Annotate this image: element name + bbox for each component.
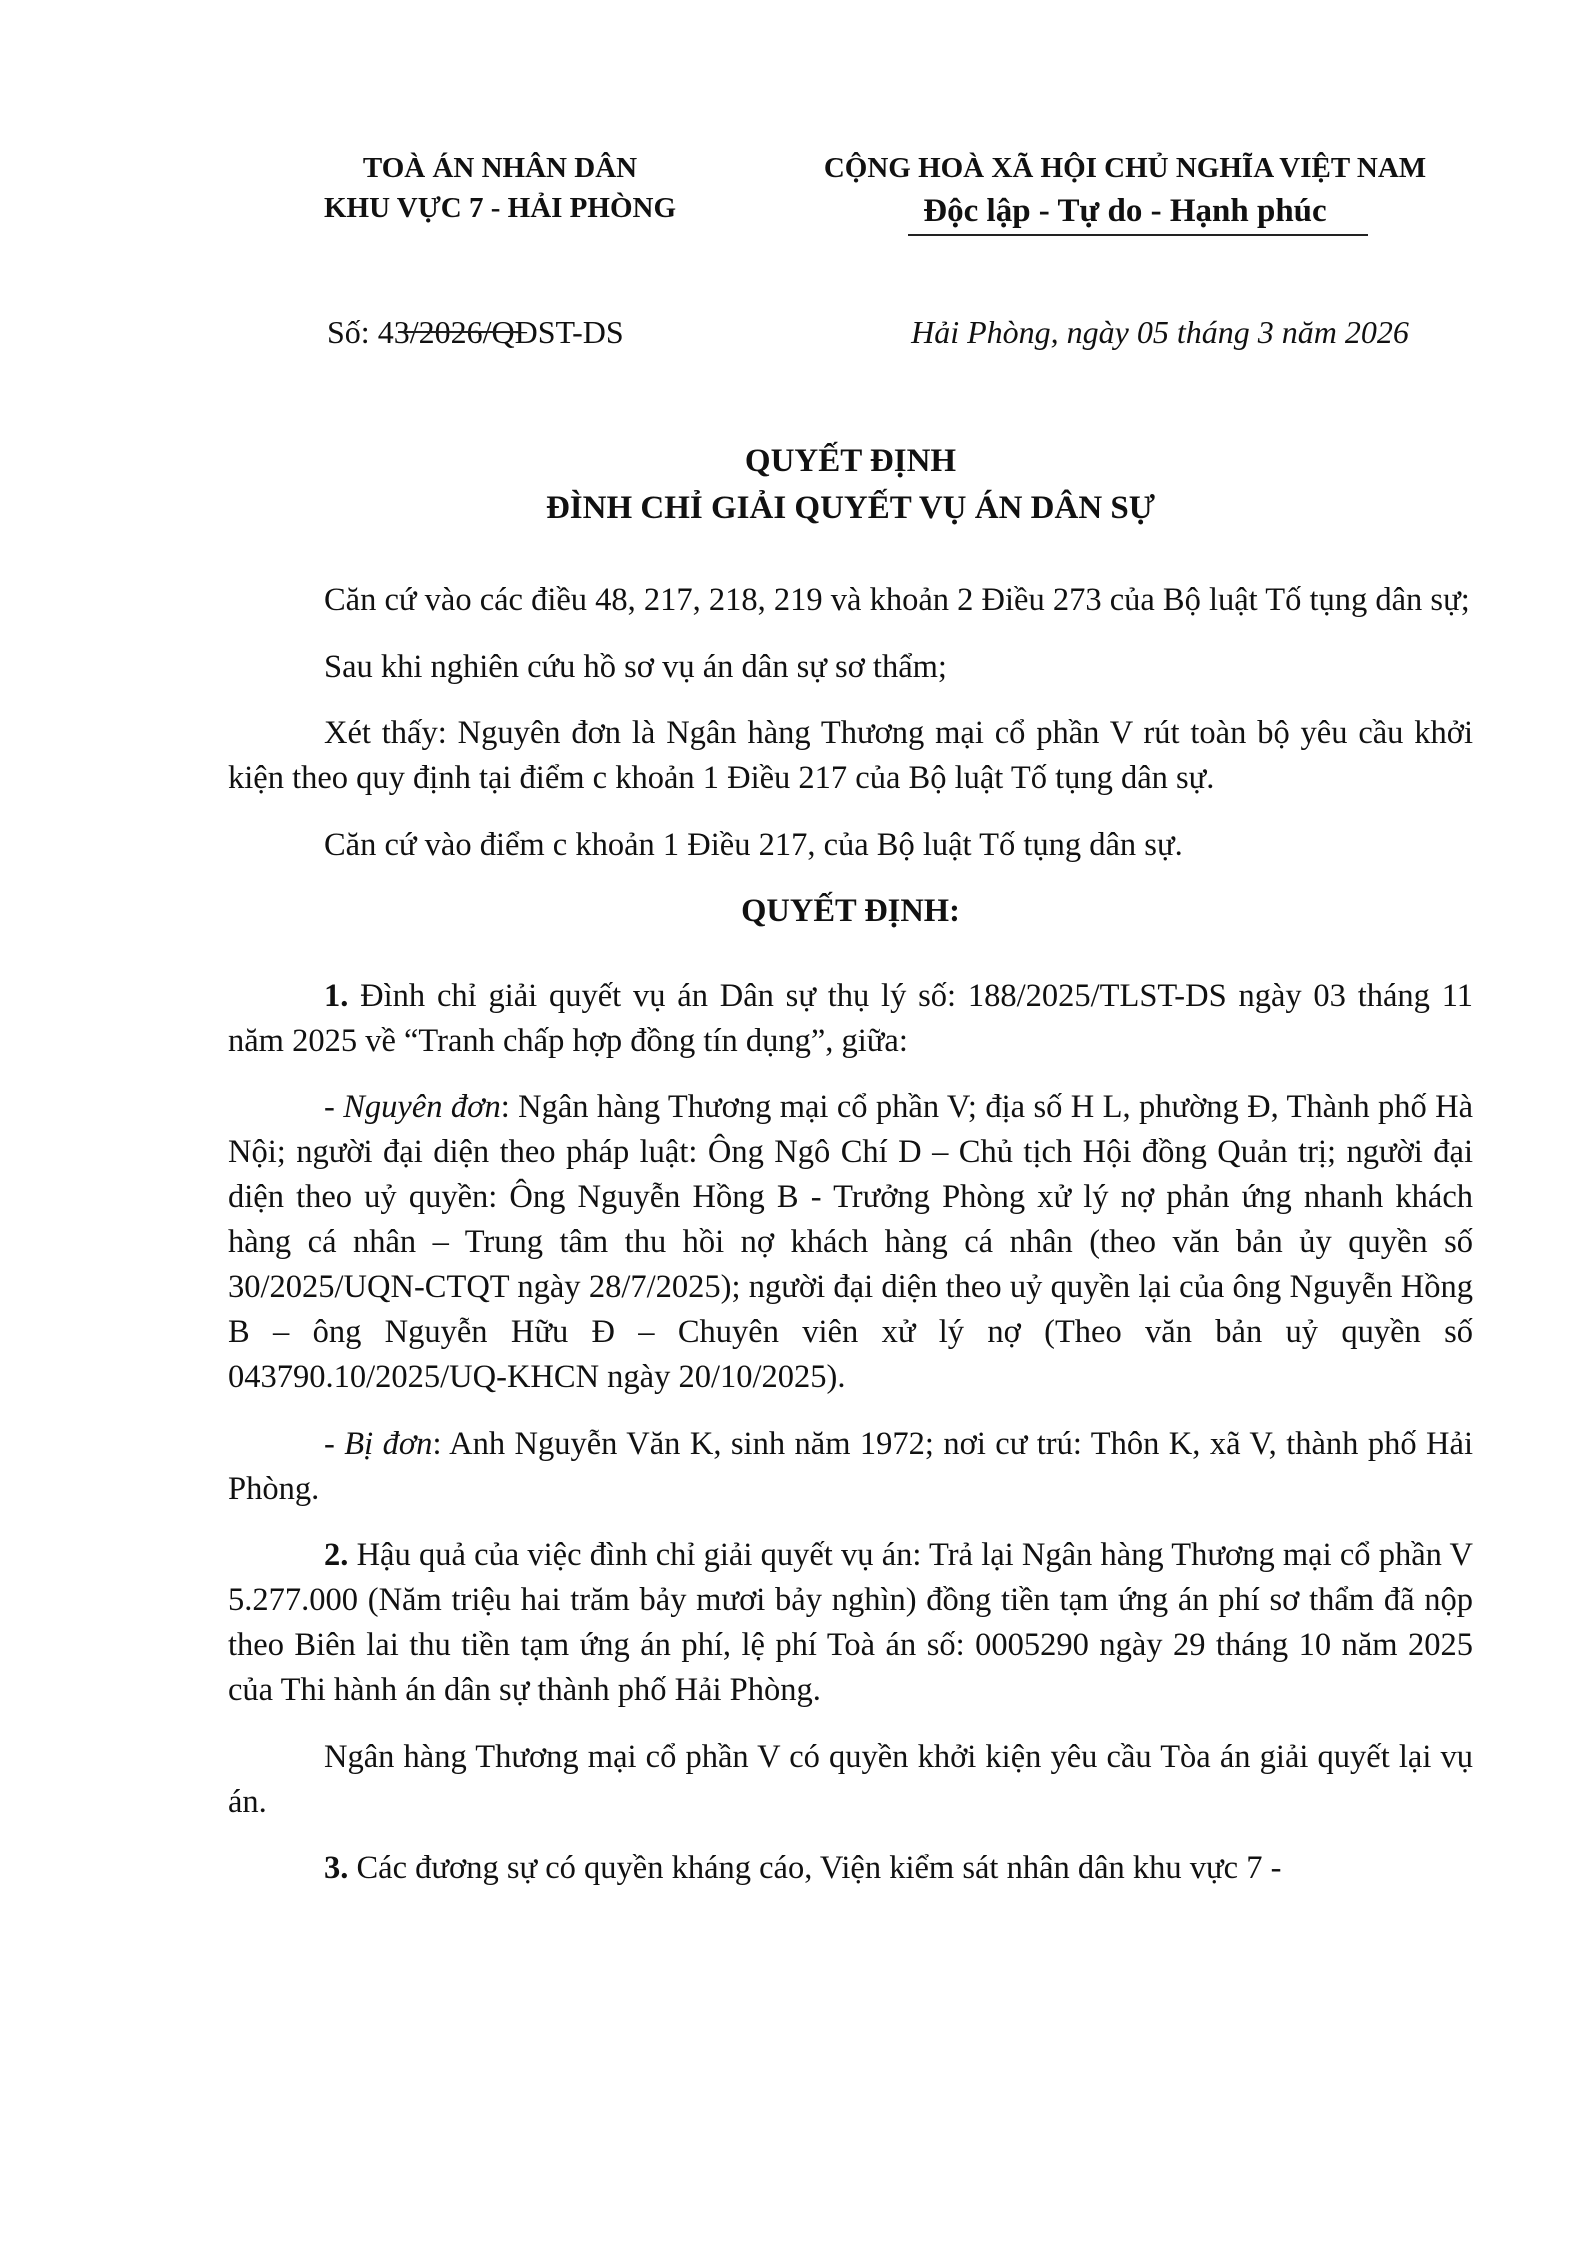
defendant-paragraph	[228, 1422, 1473, 1512]
decision-item-1	[228, 974, 1473, 1064]
title-line-2: ĐÌNH CHỈ GIẢI QUYẾT VỤ ÁN DÂN SỰ	[545, 490, 1156, 526]
item-number: 1.	[324, 978, 349, 1014]
preamble-paragraph: Căn cứ vào điểm c khoản 1 Điều 217, của Bộ luật Tố tụng dân sự.	[324, 826, 1183, 863]
decision-item-2	[228, 1533, 1473, 1713]
defendant-details: : Anh Nguyễn Văn K, sinh năm 1972; nơi cư trú: Thôn K, xã V, thành phố Hải Phòng.	[228, 1425, 1473, 1507]
list-dash: -	[324, 1425, 345, 1462]
item-text: Hậu quả của việc đình chỉ giải quyết vụ án: Trả lại Ngân hàng Thương mại cổ phần V 5.277.000 (Năm triệu hai trăm bảy mươi bảy nghìn) đồng tiền tạm ứng án phí sơ thẩm đã nộp theo Biên lai thu tiền tạm ứng án phí, lệ phí Toà án số: 0005290 ngày 29 tháng 10 năm 2025 của Thi hành án dân sự thành phố Hải Phòng.	[228, 1537, 1473, 1708]
court-region: KHU VỰC 7 - HẢI PHÒNG	[323, 192, 677, 224]
list-dash: -	[324, 1089, 344, 1125]
preamble-paragraph: Xét thấy: Nguyên đơn là Ngân hàng Thương mại cổ phần V rút toàn bộ yêu cầu khởi kiện theo quy định tại điểm c khoản 1 Điều 217 của Bộ luật Tố tụng dân sự.	[228, 715, 1473, 796]
national-header	[770, 148, 1480, 234]
item-text: Đình chỉ giải quyết vụ án Dân sự thụ lý số: 188/2025/TLST-DS ngày 03 tháng 11 năm 2025 về “Tranh chấp hợp đồng tín dụng”, giữa:	[228, 978, 1473, 1059]
preamble-paragraph: Căn cứ vào các điều 48, 217, 218, 219 và khoản 2 Điều 273 của Bộ luật Tố tụng dân sự;	[324, 582, 1470, 618]
title-line-1: QUYẾT ĐỊNH	[744, 443, 957, 479]
plaintiff-details: : Ngân hàng Thương mại cổ phần V; địa số H L, phường Đ, Thành phố Hà Nội; người đại diện theo pháp luật: Ông Ngô Chí D – Chủ tịch Hội đồng Quản trị; người đại diện theo uỷ quyền: Ông Nguyễn Hồng B - Trưởng Phòng xử lý nợ phản ứng nhanh khách hàng cá nhân – Trung tâm thu hồi nợ khách hàng cá nhân (theo văn bản ủy quyền số 30/2025/UQN-CTQT ngày 28/7/2025); người đại diện theo uỷ quyền lại của ông Nguyễn Hồng B – ông Nguyễn Hữu Đ – Chuyên viên xử lý nợ (Theo văn bản uỷ quyền số 043790.10/2025/UQ-KHCN ngày 20/10/2025).	[228, 1089, 1473, 1395]
document-body	[228, 578, 1473, 1913]
plaintiff-paragraph	[228, 1085, 1473, 1400]
item-number: 2.	[324, 1537, 349, 1573]
document-title	[228, 438, 1473, 532]
decision-heading: QUYẾT ĐỊNH:	[741, 893, 960, 929]
court-name: TOÀ ÁN NHÂN DÂN	[362, 152, 638, 184]
decision-item-3	[228, 1846, 1473, 1891]
motto-underline	[908, 234, 1368, 236]
item-text: Các đương sự có quyền kháng cáo, Viện kiểm sát nhân dân khu vực 7 -	[348, 1850, 1282, 1886]
plaintiff-role: Nguyên đơn	[343, 1089, 501, 1125]
court-header	[250, 148, 750, 228]
defendant-role: Bị đơn	[344, 1425, 433, 1462]
document-number-suffix: ST-DS	[537, 314, 624, 350]
nation-name: CỘNG HOÀ XÃ HỘI CHỦ NGHĨA VIỆT NAM	[823, 152, 1427, 184]
preamble-paragraph: Sau khi nghiên cứu hồ sơ vụ án dân sự sơ thẩm;	[324, 648, 947, 685]
national-motto: Độc lập - Tự do - Hạnh phúc	[923, 193, 1327, 229]
place-date: Hải Phòng, ngày 05 tháng 3 năm 2026	[911, 314, 1409, 350]
decision-item-2-note: Ngân hàng Thương mại cổ phần V có quyền khởi kiện yêu cầu Tòa án giải quyết lại vụ án.	[228, 1738, 1473, 1820]
document-number	[327, 310, 624, 354]
document-number-prefix: Số: 4	[327, 314, 394, 350]
document-number-struck: 3/2026/QĐ	[393, 314, 538, 350]
item-number: 3.	[324, 1850, 349, 1886]
